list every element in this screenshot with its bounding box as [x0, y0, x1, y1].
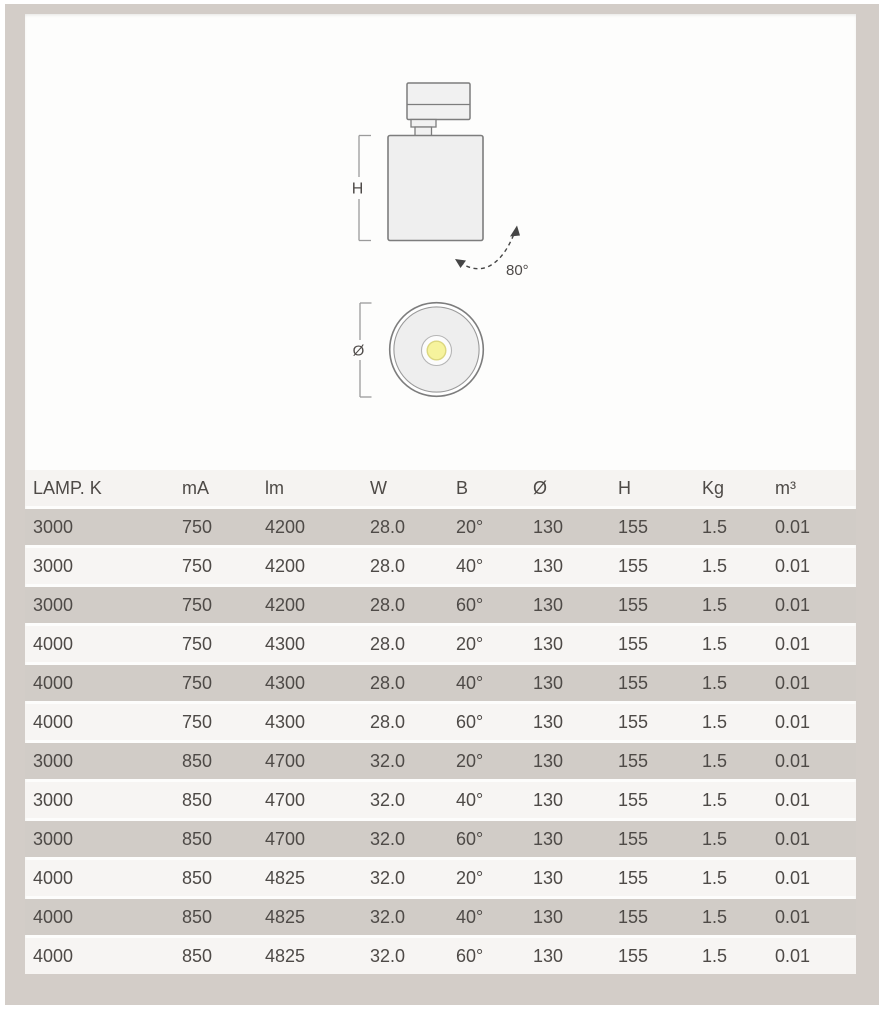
table-cell: 28.0: [362, 509, 448, 545]
rotation-angle-label: 80°: [506, 262, 529, 279]
table-cell: 0.01: [767, 782, 856, 818]
arrowhead-right: [510, 226, 520, 237]
table-cell: 4300: [257, 704, 362, 740]
height-dimension-label: H: [351, 180, 364, 198]
table-cell: 850: [174, 938, 257, 974]
header-row: [25, 470, 856, 506]
table-cell: 0.01: [767, 548, 856, 584]
spec-table-body: [25, 509, 856, 974]
table-cell: 40°: [448, 665, 525, 701]
table-cell: 1.5: [694, 548, 767, 584]
table-cell: 0.01: [767, 821, 856, 857]
table-cell: 1.5: [694, 860, 767, 896]
table-cell: 155: [610, 626, 694, 662]
column-header: Ø: [525, 470, 610, 506]
table-cell: 155: [610, 938, 694, 974]
table-cell: 1.5: [694, 938, 767, 974]
table-cell: 40°: [448, 548, 525, 584]
table-cell: 3000: [25, 509, 174, 545]
table-cell: 40°: [448, 899, 525, 935]
table-cell: 0.01: [767, 743, 856, 779]
table-cell: 32.0: [362, 743, 448, 779]
table-cell: 4000: [25, 704, 174, 740]
table-cell: 130: [525, 548, 610, 584]
table-row: [25, 548, 856, 584]
column-header: LAMP. K: [25, 470, 174, 506]
table-cell: 32.0: [362, 938, 448, 974]
content-area: [25, 14, 856, 974]
table-cell: 28.0: [362, 704, 448, 740]
column-header: W: [362, 470, 448, 506]
table-cell: 130: [525, 782, 610, 818]
diameter-dimension-label: Ø: [352, 342, 365, 360]
table-cell: 4000: [25, 626, 174, 662]
table-cell: 60°: [448, 938, 525, 974]
table-cell: 1.5: [694, 899, 767, 935]
table-cell: 0.01: [767, 587, 856, 623]
table-cell: 1.5: [694, 821, 767, 857]
table-cell: 32.0: [362, 860, 448, 896]
table-cell: 4700: [257, 821, 362, 857]
adapter-neck-stem: [415, 127, 432, 136]
table-cell: 130: [525, 938, 610, 974]
table-cell: 0.01: [767, 665, 856, 701]
table-cell: 155: [610, 899, 694, 935]
table-row: [25, 782, 856, 818]
table-cell: 750: [174, 704, 257, 740]
table-cell: 850: [174, 821, 257, 857]
table-cell: 850: [174, 899, 257, 935]
adapter-neck-tab: [411, 120, 436, 128]
table-cell: 4700: [257, 743, 362, 779]
table-cell: 4200: [257, 548, 362, 584]
table-cell: 0.01: [767, 938, 856, 974]
table-cell: 130: [525, 704, 610, 740]
table-cell: 130: [525, 743, 610, 779]
table-cell: 4000: [25, 899, 174, 935]
side-view: [352, 83, 529, 279]
product-diagram: [330, 60, 560, 420]
table-cell: 850: [174, 860, 257, 896]
table-cell: 750: [174, 665, 257, 701]
table-cell: 3000: [25, 548, 174, 584]
top-view: [353, 303, 484, 397]
table-cell: 32.0: [362, 821, 448, 857]
table-cell: 4000: [25, 860, 174, 896]
table-cell: 28.0: [362, 587, 448, 623]
table-cell: 1.5: [694, 665, 767, 701]
column-header: m³: [767, 470, 856, 506]
table-cell: 4200: [257, 509, 362, 545]
led-chip: [427, 341, 446, 360]
table-cell: 0.01: [767, 704, 856, 740]
table-cell: 40°: [448, 782, 525, 818]
table-cell: 4000: [25, 665, 174, 701]
spec-table-header: [25, 470, 856, 506]
table-cell: 32.0: [362, 899, 448, 935]
table-cell: 3000: [25, 782, 174, 818]
table-row: [25, 821, 856, 857]
table-cell: 1.5: [694, 743, 767, 779]
table-cell: 4825: [257, 899, 362, 935]
table-row: [25, 899, 856, 935]
table-cell: 28.0: [362, 665, 448, 701]
column-header: B: [448, 470, 525, 506]
table-row: [25, 743, 856, 779]
table-cell: 130: [525, 899, 610, 935]
table-cell: 130: [525, 587, 610, 623]
table-cell: 4300: [257, 665, 362, 701]
track-adapter-box: [407, 83, 470, 120]
table-row: [25, 665, 856, 701]
table-cell: 20°: [448, 860, 525, 896]
column-header: H: [610, 470, 694, 506]
table-cell: 750: [174, 509, 257, 545]
arrowhead-left: [455, 259, 466, 268]
table-cell: 130: [525, 665, 610, 701]
table-row: [25, 860, 856, 896]
table-cell: 1.5: [694, 626, 767, 662]
table-cell: 0.01: [767, 626, 856, 662]
table-cell: 1.5: [694, 509, 767, 545]
table-cell: 750: [174, 626, 257, 662]
table-cell: 155: [610, 704, 694, 740]
column-header: Kg: [694, 470, 767, 506]
table-row: [25, 704, 856, 740]
table-cell: 0.01: [767, 509, 856, 545]
table-cell: 20°: [448, 743, 525, 779]
table-cell: 155: [610, 743, 694, 779]
table-row: [25, 938, 856, 974]
table-cell: 60°: [448, 704, 525, 740]
table-cell: 130: [525, 626, 610, 662]
table-cell: 0.01: [767, 860, 856, 896]
table-cell: 1.5: [694, 782, 767, 818]
table-cell: 3000: [25, 743, 174, 779]
table-cell: 20°: [448, 509, 525, 545]
table-cell: 3000: [25, 587, 174, 623]
table-cell: 32.0: [362, 782, 448, 818]
table-cell: 750: [174, 548, 257, 584]
table-cell: 750: [174, 587, 257, 623]
table-cell: 155: [610, 821, 694, 857]
table-cell: 20°: [448, 626, 525, 662]
table-cell: 1.5: [694, 587, 767, 623]
table-cell: 4825: [257, 860, 362, 896]
table-cell: 60°: [448, 587, 525, 623]
table-cell: 60°: [448, 821, 525, 857]
table-row: [25, 587, 856, 623]
table-cell: 850: [174, 743, 257, 779]
table-cell: 155: [610, 665, 694, 701]
table-cell: 130: [525, 821, 610, 857]
table-cell: 155: [610, 587, 694, 623]
table-cell: 1.5: [694, 704, 767, 740]
table-cell: 850: [174, 782, 257, 818]
spec-table: [25, 467, 856, 977]
column-header: mA: [174, 470, 257, 506]
table-cell: 4700: [257, 782, 362, 818]
column-header: lm: [257, 470, 362, 506]
table-cell: 28.0: [362, 626, 448, 662]
spec-table-wrap: [25, 467, 856, 977]
table-cell: 3000: [25, 821, 174, 857]
table-cell: 0.01: [767, 899, 856, 935]
table-cell: 130: [525, 509, 610, 545]
table-cell: 4000: [25, 938, 174, 974]
table-row: [25, 509, 856, 545]
table-cell: 155: [610, 782, 694, 818]
table-cell: 130: [525, 860, 610, 896]
table-cell: 4200: [257, 587, 362, 623]
table-row: [25, 626, 856, 662]
table-cell: 4825: [257, 938, 362, 974]
table-cell: 4300: [257, 626, 362, 662]
table-cell: 155: [610, 509, 694, 545]
table-cell: 28.0: [362, 548, 448, 584]
lamp-body: [388, 136, 483, 241]
table-cell: 155: [610, 860, 694, 896]
table-cell: 155: [610, 548, 694, 584]
